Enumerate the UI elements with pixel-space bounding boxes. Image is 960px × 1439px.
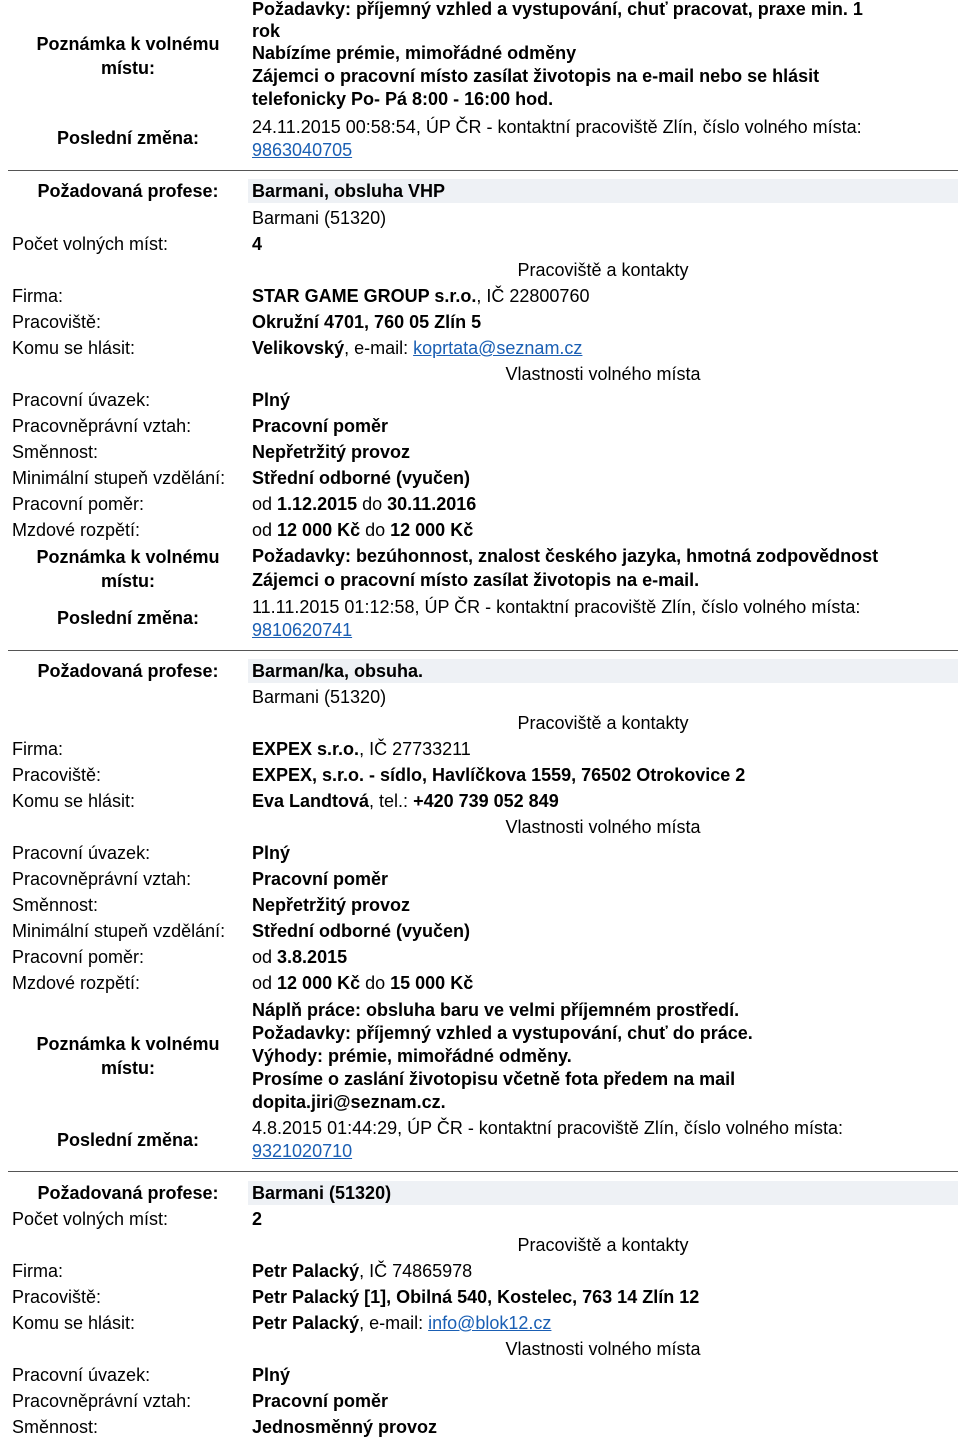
divider xyxy=(8,650,958,651)
relation-label: Pracovněprávní vztah: xyxy=(12,416,192,436)
salary-value: od 12 000 Kč do 15 000 Kč xyxy=(252,973,474,993)
last-change-label: Poslední změna: xyxy=(56,128,200,148)
note-label: Poznámka k volnému místu: xyxy=(36,34,220,78)
workload-label: Pracovní úvazek: xyxy=(12,390,151,410)
divider xyxy=(8,170,958,171)
firm-label: Firma: xyxy=(12,1261,63,1281)
note-line: Prosíme o zaslání životopisu včetně fota předem na mail xyxy=(252,1069,736,1089)
vacancies-value: 2 xyxy=(252,1209,263,1229)
note-line: dopita.jiri@seznam.cz. xyxy=(252,1092,446,1112)
shifts-label: Směnnost: xyxy=(12,1417,99,1437)
note-line: Požadavky: bezúhonnost, znalost českého jazyka, hmotná zodpovědnost xyxy=(252,546,879,566)
note-line: rok xyxy=(252,21,281,41)
vacancies-label: Počet volných míst: xyxy=(12,234,169,254)
phone-number: +420 739 052 849 xyxy=(413,791,559,811)
relation-value: Pracovní poměr xyxy=(252,416,389,436)
contact-label: Komu se hlásit: xyxy=(12,1313,136,1333)
vacancy-number-link[interactable]: 9863040705 xyxy=(252,140,353,160)
profession-code: Barmani (51320) xyxy=(252,208,387,228)
section-properties: Vlastnosti volného místa xyxy=(505,1339,701,1359)
vacancies-value: 4 xyxy=(252,234,263,254)
vacancies-label: Počet volných míst: xyxy=(12,1209,169,1229)
employment-value: od 1.12.2015 do 30.11.2016 xyxy=(252,494,477,514)
note-line: Zájemci o pracovní místo zasílat životopis na e-mail. xyxy=(252,570,700,590)
employment-label: Pracovní poměr: xyxy=(12,947,145,967)
profession-value: Barmani, obsluha VHP xyxy=(252,181,446,201)
education-value: Střední odborné (vyučen) xyxy=(252,921,471,941)
last-change-text: 24.11.2015 00:58:54, ÚP ČR - kontaktní pracoviště Zlín, číslo volného místa: xyxy=(252,117,862,137)
last-change-text: 11.11.2015 01:12:58, ÚP ČR - kontaktní pracoviště Zlín, číslo volného místa: xyxy=(252,597,861,617)
workplace-label: Pracoviště: xyxy=(12,312,102,332)
last-change-text: 4.8.2015 01:44:29, ÚP ČR - kontaktní pracoviště Zlín, číslo volného místa: xyxy=(252,1118,843,1138)
firm-value: STAR GAME GROUP s.r.o., IČ 22800760 xyxy=(252,286,590,306)
email-link[interactable]: info@blok12.cz xyxy=(428,1313,552,1333)
profession-value: Barman/ka, obsuha. xyxy=(252,661,424,681)
section-properties: Vlastnosti volného místa xyxy=(505,817,701,837)
profession-label: Požadovaná profese: xyxy=(37,661,219,681)
section-workplace-contacts: Pracoviště a kontakty xyxy=(517,713,689,733)
contact-label: Komu se hlásit: xyxy=(12,791,136,811)
relation-label: Pracovněprávní vztah: xyxy=(12,1391,192,1411)
workload-label: Pracovní úvazek: xyxy=(12,843,151,863)
vacancy-number-link[interactable]: 9321020710 xyxy=(252,1141,353,1161)
profession-label: Požadovaná profese: xyxy=(37,1183,219,1203)
contact-value: Eva Landtová, tel.: +420 739 052 849 xyxy=(252,791,559,811)
last-change-label: Poslední změna: xyxy=(56,608,200,628)
note-line: Zájemci o pracovní místo zasílat životopis na e-mail nebo se hlásit xyxy=(252,66,820,86)
note-line: Požadavky: příjemný vzhled a vystupování, chuť pracovat, praxe min. 1 xyxy=(252,0,863,19)
workplace-value: Petr Palacký [1], Obilná 540, Kostelec, 763 14 Zlín 12 xyxy=(252,1287,700,1307)
salary-label: Mzdové rozpětí: xyxy=(12,520,141,540)
shifts-value: Nepřetržitý provoz xyxy=(252,442,411,462)
note-line: telefonicky Po- Pá 8:00 - 16:00 hod. xyxy=(252,89,554,109)
education-label: Minimální stupeň vzdělání: xyxy=(12,468,226,488)
note-line: Náplň práce: obsluha baru ve velmi příjemném prostředí. xyxy=(252,1000,740,1020)
salary-value: od 12 000 Kč do 12 000 Kč xyxy=(252,520,474,540)
section-workplace-contacts: Pracoviště a kontakty xyxy=(517,1235,689,1255)
shifts-label: Směnnost: xyxy=(12,442,99,462)
employment-label: Pracovní poměr: xyxy=(12,494,145,514)
note-label: Poznámka k volnému místu: xyxy=(36,547,220,591)
workload-value: Plný xyxy=(252,390,291,410)
last-change-label: Poslední změna: xyxy=(56,1130,200,1150)
divider xyxy=(8,1171,958,1172)
workplace-label: Pracoviště: xyxy=(12,1287,102,1307)
section-workplace-contacts: Pracoviště a kontakty xyxy=(517,260,689,280)
workload-value: Plný xyxy=(252,843,291,863)
section-properties: Vlastnosti volného místa xyxy=(505,364,701,384)
firm-label: Firma: xyxy=(12,739,63,759)
education-value: Střední odborné (vyučen) xyxy=(252,468,471,488)
relation-value: Pracovní poměr xyxy=(252,1391,389,1411)
profession-code: Barmani (51320) xyxy=(252,687,387,707)
relation-value: Pracovní poměr xyxy=(252,869,389,889)
shifts-value: Jednosměnný provoz xyxy=(252,1417,438,1437)
firm-value: Petr Palacký, IČ 74865978 xyxy=(252,1261,473,1281)
workload-label: Pracovní úvazek: xyxy=(12,1365,151,1385)
profession-label: Požadovaná profese: xyxy=(37,181,219,201)
education-label: Minimální stupeň vzdělání: xyxy=(12,921,226,941)
firm-value: EXPEX s.r.o., IČ 27733211 xyxy=(252,739,471,759)
workload-value: Plný xyxy=(252,1365,291,1385)
note-line: Výhody: prémie, mimořádné odměny. xyxy=(252,1046,572,1066)
contact-value: Velikovský, e-mail: koprtata@seznam.cz xyxy=(252,338,583,358)
note-line: Požadavky: příjemný vzhled a vystupování, chuť do práce. xyxy=(252,1023,753,1043)
workplace-label: Pracoviště: xyxy=(12,765,102,785)
salary-label: Mzdové rozpětí: xyxy=(12,973,141,993)
contact-label: Komu se hlásit: xyxy=(12,338,136,358)
shifts-value: Nepřetržitý provoz xyxy=(252,895,411,915)
workplace-value: Okružní 4701, 760 05 Zlín 5 xyxy=(252,312,482,332)
contact-value: Petr Palacký, e-mail: info@blok12.cz xyxy=(252,1313,552,1333)
note-label: Poznámka k volnému místu: xyxy=(36,1034,220,1078)
relation-label: Pracovněprávní vztah: xyxy=(12,869,192,889)
firm-label: Firma: xyxy=(12,286,63,306)
email-link[interactable]: koprtata@seznam.cz xyxy=(413,338,583,358)
note-line: Nabízíme prémie, mimořádné odměny xyxy=(252,43,577,63)
workplace-value: EXPEX, s.r.o. - sídlo, Havlíčkova 1559, 76502 Otrokovice 2 xyxy=(252,765,746,785)
vacancy-number-link[interactable]: 9810620741 xyxy=(252,620,353,640)
shifts-label: Směnnost: xyxy=(12,895,99,915)
profession-value: Barmani (51320) xyxy=(252,1183,392,1203)
employment-value: od 3.8.2015 xyxy=(252,947,348,967)
